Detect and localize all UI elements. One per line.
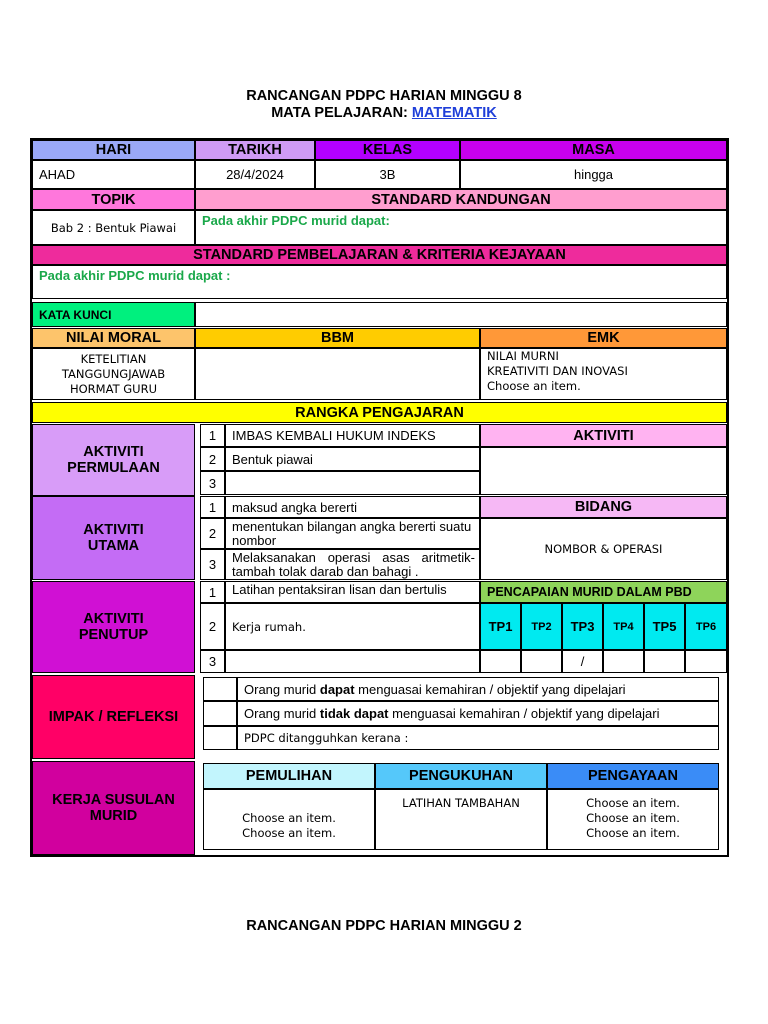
nilai-moral-item: HORMAT GURU bbox=[69, 381, 157, 396]
row-number: 3 bbox=[200, 471, 225, 495]
impak-row-tidak-dapat bbox=[237, 701, 719, 726]
utama-row-3[interactable]: Melaksanakan operasi asas aritmetik-tambah tolak darab dan bahagi . bbox=[225, 549, 480, 580]
pemulihan-item[interactable]: Choose an item. bbox=[242, 811, 336, 825]
subject-prefix: MATA PELAJARAN: bbox=[271, 105, 412, 121]
pengayaan-header: PENGAYAAN bbox=[547, 763, 719, 789]
subject-line bbox=[0, 105, 768, 121]
impak-checkbox-3[interactable] bbox=[203, 726, 237, 750]
text-part: menguasai kemahiran / objektif yang dipelajari bbox=[388, 706, 660, 721]
hari-label: HARI bbox=[32, 140, 195, 160]
pengukuhan-item[interactable]: LATIHAN TAMBAHAN bbox=[402, 796, 520, 810]
pemulihan-item[interactable]: Choose an item. bbox=[242, 826, 336, 840]
kelas-label: KELAS bbox=[315, 140, 460, 160]
label-line: MURID bbox=[89, 808, 138, 824]
text-bold: tidak dapat bbox=[319, 706, 389, 721]
text-part: menguasai kemahiran / objektif yang dipelajari bbox=[354, 681, 626, 697]
emk-item: NILAI MURNI bbox=[487, 349, 559, 363]
tarikh-label: TARIKH bbox=[195, 140, 315, 160]
aktiviti-header: AKTIVITI bbox=[480, 424, 727, 447]
nilai-moral-label: NILAI MORAL bbox=[32, 328, 195, 348]
tp6-mark[interactable] bbox=[685, 650, 727, 673]
hari-value[interactable]: AHAD bbox=[32, 160, 195, 189]
utama-row-1[interactable]: maksud angka bererti bbox=[225, 496, 480, 518]
row-number: 1 bbox=[200, 496, 225, 518]
pemulihan-list[interactable] bbox=[203, 789, 375, 850]
pengayaan-list[interactable] bbox=[547, 789, 719, 850]
row-number: 1 bbox=[200, 424, 225, 447]
standard-pembelajaran-label: STANDARD PEMBELAJARAN & KRITERIA KEJAYAAN bbox=[32, 245, 727, 265]
pengukuhan-list[interactable] bbox=[375, 789, 547, 850]
label-line: UTAMA bbox=[87, 538, 140, 554]
row-number: 3 bbox=[200, 650, 225, 673]
aktiviti-value[interactable] bbox=[480, 447, 727, 495]
tp3-mark[interactable]: / bbox=[562, 650, 603, 673]
tp3-header: TP3 bbox=[562, 603, 603, 650]
bbm-label: BBM bbox=[195, 328, 480, 348]
penutup-row-3[interactable] bbox=[225, 650, 480, 673]
utama-row-2[interactable]: menentukan bilangan angka bererti suatu nombor bbox=[225, 518, 480, 549]
tp4-mark[interactable] bbox=[603, 650, 644, 673]
tp1-header: TP1 bbox=[480, 603, 521, 650]
tp2-mark[interactable] bbox=[521, 650, 562, 673]
emk-list[interactable] bbox=[480, 348, 727, 400]
next-page-title: RANCANGAN PDPC HARIAN MINGGU 2 bbox=[246, 918, 522, 934]
tp1-mark[interactable] bbox=[480, 650, 521, 673]
row-number: 2 bbox=[200, 518, 225, 549]
text-part: Orang murid bbox=[244, 681, 320, 697]
kata-kunci-label: KATA KUNCI bbox=[32, 302, 195, 327]
impak-row-dapat bbox=[237, 677, 719, 701]
permulaan-row-2[interactable]: Bentuk piawai bbox=[225, 447, 480, 471]
tarikh-value[interactable]: 28/4/2024 bbox=[195, 160, 315, 189]
pengukuhan-header: PENGUKUHAN bbox=[375, 763, 547, 789]
penutup-row-1[interactable]: Latihan pentaksiran lisan dan bertulis bbox=[225, 581, 480, 603]
nilai-moral-item: KETELITIAN bbox=[80, 351, 147, 366]
row-number: 2 bbox=[200, 447, 225, 471]
page-title: RANCANGAN PDPC HARIAN MINGGU 8 bbox=[246, 88, 522, 104]
pengayaan-item[interactable]: Choose an item. bbox=[586, 826, 680, 840]
kata-kunci-value[interactable] bbox=[195, 302, 727, 327]
impak-row-ditangguhkan[interactable]: PDPC ditangguhkan kerana : bbox=[237, 726, 719, 750]
impak-refleksi-label: IMPAK / REFLEKSI bbox=[32, 675, 195, 759]
row-number: 1 bbox=[200, 581, 225, 603]
standard-pembelajaran-text[interactable]: Pada akhir PDPC murid dapat : bbox=[32, 265, 727, 299]
tp6-header: TP6 bbox=[685, 603, 727, 650]
impak-checkbox-2[interactable] bbox=[203, 701, 237, 726]
text-bold: dapat bbox=[319, 681, 355, 697]
tp5-mark[interactable] bbox=[644, 650, 685, 673]
topik-label: TOPIK bbox=[32, 189, 195, 210]
bbm-value[interactable] bbox=[195, 348, 480, 400]
label-line: PERMULAAN bbox=[67, 460, 160, 476]
nilai-moral-list[interactable] bbox=[32, 348, 195, 400]
emk-item[interactable]: Choose an item. bbox=[487, 379, 581, 393]
label-line: AKTIVITI bbox=[83, 444, 144, 460]
label-line: AKTIVITI bbox=[83, 522, 144, 538]
label-line: PENUTUP bbox=[78, 627, 149, 643]
nilai-moral-item: TANGGUNGJAWAB bbox=[61, 366, 166, 381]
kerja-susulan-label bbox=[32, 761, 195, 855]
kelas-value[interactable]: 3B bbox=[315, 160, 460, 189]
tp5-header: TP5 bbox=[644, 603, 685, 650]
penutup-row-2[interactable]: Kerja rumah. bbox=[225, 603, 480, 650]
pemulihan-header: PEMULIHAN bbox=[203, 763, 375, 789]
row-number: 3 bbox=[200, 549, 225, 580]
permulaan-row-1[interactable]: IMBAS KEMBALI HUKUM INDEKS bbox=[225, 424, 480, 447]
text-part: Orang murid bbox=[244, 706, 320, 721]
tp4-header: TP4 bbox=[603, 603, 644, 650]
tp2-header: TP2 bbox=[521, 603, 562, 650]
pengayaan-item[interactable]: Choose an item. bbox=[586, 796, 680, 810]
pbd-header: PENCAPAIAN MURID DALAM PBD bbox=[480, 581, 727, 603]
aktiviti-penutup-label bbox=[32, 581, 195, 673]
permulaan-row-3[interactable] bbox=[225, 471, 480, 495]
rangka-pengajaran-label: RANGKA PENGAJARAN bbox=[32, 402, 727, 423]
aktiviti-permulaan-label bbox=[32, 424, 195, 496]
row-number: 2 bbox=[200, 603, 225, 650]
bidang-value[interactable]: NOMBOR & OPERASI bbox=[480, 518, 727, 580]
aktiviti-utama-label bbox=[32, 496, 195, 580]
bidang-header: BIDANG bbox=[480, 496, 727, 518]
impak-checkbox-1[interactable] bbox=[203, 677, 237, 701]
masa-value[interactable]: hingga bbox=[460, 160, 727, 189]
standard-kandungan-text[interactable]: Pada akhir PDPC murid dapat: bbox=[195, 210, 727, 245]
standard-kandungan-label: STANDARD KANDUNGAN bbox=[195, 189, 727, 210]
emk-label: EMK bbox=[480, 328, 727, 348]
label-line: KERJA SUSULAN bbox=[52, 792, 175, 808]
pengayaan-item[interactable]: Choose an item. bbox=[586, 811, 680, 825]
masa-label: MASA bbox=[460, 140, 727, 160]
emk-item: KREATIVITI DAN INOVASI bbox=[487, 364, 628, 378]
topik-value[interactable]: Bab 2 : Bentuk Piawai bbox=[32, 210, 195, 245]
label-line: AKTIVITI bbox=[83, 611, 144, 627]
subject-link[interactable]: MATEMATIK bbox=[411, 105, 497, 121]
